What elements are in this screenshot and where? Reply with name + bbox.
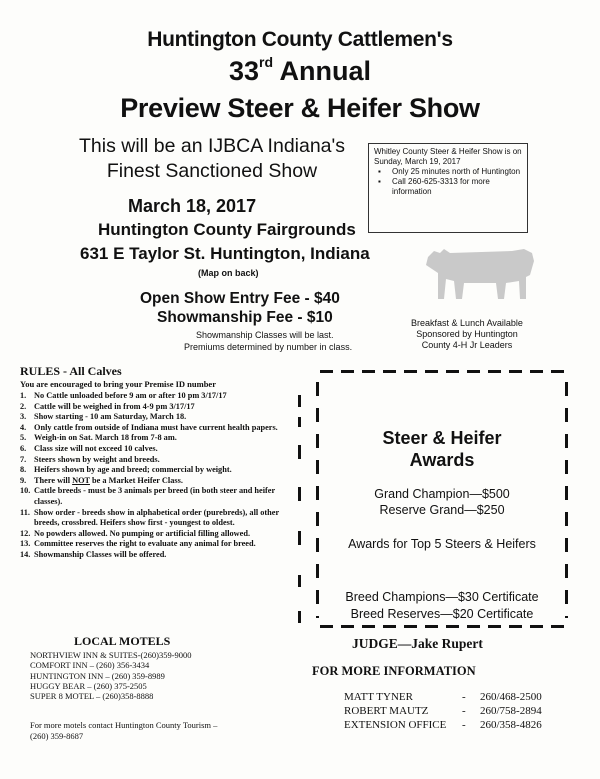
contact-separator: - bbox=[462, 719, 466, 731]
header-annual-suffix: rd bbox=[259, 54, 274, 70]
motel-item: NORTHVIEW INN & SUITES-(260)359-9000 bbox=[30, 650, 192, 660]
whitley-show-box bbox=[368, 143, 528, 233]
rule-number: 13. bbox=[20, 539, 31, 549]
contact-phone: 260/758-2894 bbox=[480, 705, 542, 717]
ijbca-line-1: This will be an IJBCA Indiana's bbox=[78, 135, 346, 157]
rule-item bbox=[20, 455, 298, 466]
top-five-awards: Awards for Top 5 Steers & Heifers bbox=[348, 537, 536, 551]
showmanship-note: Showmanship Classes will be last. bbox=[196, 330, 334, 340]
rule-text: No Cattle unloaded before 9 am or after 10 pm 3/17/17 bbox=[34, 391, 227, 400]
rule-item bbox=[20, 412, 298, 423]
motels-list bbox=[30, 650, 192, 701]
awards-border-bottom bbox=[320, 625, 564, 628]
motel-item: SUPER 8 MOTEL – (260)358-8888 bbox=[30, 691, 154, 702]
contacts-list bbox=[344, 690, 542, 732]
motel-item: HUGGY BEAR – (260) 375-2505 bbox=[30, 680, 147, 691]
rule-text: Show starting - 10 am Saturday, March 18. bbox=[34, 412, 187, 422]
rule-text-end: be a Market Heifer Class. bbox=[89, 475, 183, 485]
rule-text: Showmanship Classes will be offered. bbox=[34, 549, 167, 559]
contact-separator: - bbox=[462, 691, 466, 703]
rule-item bbox=[20, 423, 298, 434]
ijbca-note bbox=[62, 134, 362, 184]
whitley-intro: Whitley County Steer & Heifer Show is on Sunday, March 19, 2017 bbox=[374, 147, 522, 166]
rule-text-emphasis: NOT bbox=[72, 475, 90, 485]
divider-mark bbox=[298, 531, 301, 545]
breed-champions-award: Breed Champions—$30 Certificate bbox=[345, 590, 539, 604]
grand-champion-award: Grand Champion—$500 bbox=[374, 487, 510, 501]
divider-mark bbox=[298, 445, 301, 459]
rules-intro: You are encouraged to bring your Premise ID number bbox=[20, 379, 216, 389]
rule-number: 9. bbox=[20, 475, 27, 485]
whitley-bullet: ▪ Call 260-625-3313 for more information bbox=[388, 177, 522, 197]
awards-border-top bbox=[320, 370, 564, 373]
rule-item bbox=[20, 508, 298, 529]
rule-text: Class size will not exceed 10 calves. bbox=[34, 443, 158, 453]
contact-name: EXTENSION OFFICE bbox=[344, 719, 447, 731]
rule-text: Only cattle from outside of Indiana must have current health papers. bbox=[34, 422, 278, 432]
header-annual-number: 33 bbox=[228, 56, 260, 86]
event-date: March 18, 2017 bbox=[128, 196, 257, 216]
open-show-fee: Open Show Entry Fee - $40 bbox=[140, 290, 340, 307]
rules-title: RULES - All Calves bbox=[20, 364, 122, 378]
judge-name: JUDGE—Jake Rupert bbox=[352, 636, 483, 651]
motels-title: LOCAL MOTELS bbox=[74, 634, 171, 648]
rule-text: Cattle will be weighed in from 4-9 pm 3/17/17 bbox=[34, 401, 195, 411]
divider-mark bbox=[298, 487, 301, 501]
rule-item bbox=[20, 529, 298, 540]
rule-text-start: There will bbox=[34, 475, 73, 485]
header-annual-word: Annual bbox=[273, 56, 372, 86]
rule-number: 2. bbox=[20, 401, 27, 411]
rule-number: 6. bbox=[20, 443, 27, 453]
rules-list bbox=[20, 391, 298, 561]
contact-separator: - bbox=[462, 705, 466, 717]
contact-phone: 260/468-2500 bbox=[480, 691, 542, 703]
event-address: 631 E Taylor St. Huntington, Indiana bbox=[80, 244, 370, 263]
rule-item bbox=[20, 444, 298, 455]
motel-item: HUNTINGTON INN – (260) 359-8989 bbox=[30, 670, 165, 681]
premiums-note: Premiums determined by number in class. bbox=[184, 342, 353, 352]
tourism-note: For more motels contact Huntington County Tourism – (260) 359-8687 bbox=[30, 720, 218, 741]
contact-row bbox=[344, 690, 542, 704]
rule-text bbox=[34, 476, 298, 487]
awards-box bbox=[316, 370, 568, 628]
whitley-bullet: ▪ Only 25 minutes north of Huntington bbox=[388, 167, 522, 177]
contact-phone: 260/358-4826 bbox=[480, 719, 542, 731]
rule-text: Weigh-in on Sat. March 18 from 7-8 am. bbox=[34, 433, 177, 443]
breed-reserves-award: Breed Reserves—$20 Certificate bbox=[350, 607, 534, 621]
rule-number: 10. bbox=[20, 486, 31, 496]
header-organization: Huntington County Cattlemen's bbox=[147, 28, 453, 51]
rule-number: 1. bbox=[20, 391, 27, 400]
rule-number: 3. bbox=[20, 412, 27, 422]
header-annual bbox=[0, 56, 600, 87]
contact-row bbox=[344, 704, 542, 718]
rule-text: Committee reserves the right to evaluate any animal for breed. bbox=[34, 539, 256, 549]
breakfast-line-1: Breakfast & Lunch Available bbox=[411, 318, 523, 328]
divider-mark bbox=[298, 395, 301, 407]
rule-text: Steers shown by weight and breeds. bbox=[34, 454, 160, 464]
awards-title-line-1: Steer & Heifer bbox=[382, 428, 502, 448]
showmanship-fee: Showmanship Fee - $10 bbox=[157, 309, 333, 326]
rule-item bbox=[20, 433, 298, 444]
breakfast-line-3: County 4-H Jr Leaders bbox=[421, 340, 513, 350]
rule-number: 5. bbox=[20, 433, 27, 443]
reserve-grand-award: Reserve Grand—$250 bbox=[379, 503, 505, 517]
heifer-silhouette-image bbox=[420, 235, 540, 305]
rule-number: 8. bbox=[20, 465, 27, 475]
rules-divider-marks bbox=[298, 391, 302, 631]
event-venue: Huntington County Fairgrounds bbox=[98, 220, 356, 239]
map-note: (Map on back) bbox=[198, 268, 259, 278]
rule-text: No powders allowed. No pumping or artificial filling allowed. bbox=[34, 528, 251, 538]
divider-mark bbox=[298, 611, 301, 623]
rule-item bbox=[20, 465, 298, 476]
awards-title-line-2: Awards bbox=[409, 450, 475, 470]
rule-item bbox=[20, 391, 298, 402]
breakfast-line-2: Sponsored by Huntington bbox=[416, 329, 518, 339]
rule-number: 11. bbox=[20, 507, 30, 517]
header-show-title: Preview Steer & Heifer Show bbox=[120, 93, 480, 123]
rule-number: 12. bbox=[20, 528, 31, 538]
ijbca-line-2: Finest Sanctioned Show bbox=[106, 160, 318, 182]
rule-text: Show order - breeds show in alphabetical order (purebreds), all other breeds, crossbred. Heifers show first - youngest to oldest. bbox=[34, 507, 280, 528]
contact-row bbox=[344, 718, 542, 732]
contact-name: MATT TYNER bbox=[344, 691, 413, 703]
rule-number: 7. bbox=[20, 454, 27, 464]
rule-number: 14. bbox=[20, 549, 31, 559]
divider-mark bbox=[298, 417, 301, 427]
rule-text: Cattle breeds - must be 3 animals per breed (in both steer and heifer classes). bbox=[34, 486, 275, 506]
more-info-title: FOR MORE INFORMATION bbox=[312, 664, 476, 678]
motel-item: COMFORT INN – (260) 356-3434 bbox=[30, 660, 150, 671]
rule-number: 4. bbox=[20, 422, 27, 432]
rule-item bbox=[20, 550, 298, 561]
rule-text: Heifers shown by age and breed; commercial by weight. bbox=[34, 465, 232, 475]
breakfast-note bbox=[392, 318, 542, 351]
rule-item bbox=[20, 476, 298, 487]
rule-item bbox=[20, 402, 298, 413]
divider-mark bbox=[298, 575, 301, 587]
whitley-bullet-list bbox=[388, 167, 522, 197]
rule-item bbox=[20, 539, 298, 550]
contact-name: ROBERT MAUTZ bbox=[344, 705, 429, 717]
rule-item bbox=[20, 486, 298, 507]
